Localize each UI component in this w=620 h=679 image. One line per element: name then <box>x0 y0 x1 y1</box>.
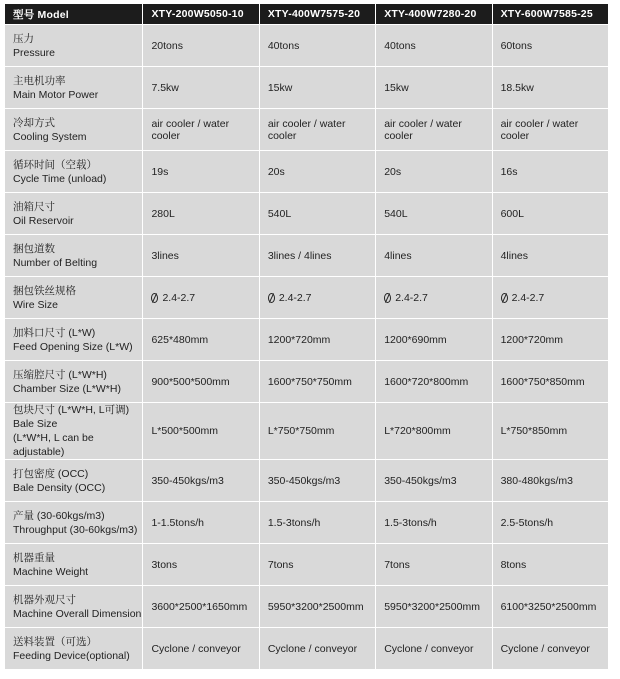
spec-label-en: Wire Size <box>13 298 58 311</box>
header-model-2: XTY-400W7575-20 <box>259 4 375 25</box>
spec-row <box>5 361 609 403</box>
diameter-icon <box>151 293 158 303</box>
spec-label-cn: 加料口尺寸 (L*W) <box>13 326 96 339</box>
spec-value-text: air cooler / water cooler <box>500 117 579 142</box>
spec-value-text: 625*480mm <box>151 333 209 346</box>
spec-value-text: 4lines <box>500 249 529 262</box>
spec-value-text: L*500*500mm <box>151 425 218 437</box>
spec-row <box>5 109 609 151</box>
spec-value-model-2 <box>259 460 375 502</box>
spec-label-cn: 压缩腔尺寸 (L*W*H) <box>13 368 107 381</box>
spec-value-text: L*720*800mm <box>384 425 451 437</box>
spec-value-model-2 <box>259 109 375 151</box>
spec-value-text: 2.4-2.7 <box>278 291 312 304</box>
spec-value-model-2 <box>259 502 375 544</box>
spec-value-text: 1600*720*800mm <box>384 375 469 388</box>
spec-label <box>5 460 143 502</box>
spec-value-model-4 <box>492 277 608 319</box>
spec-label-cn: 主电机功率 <box>13 74 66 87</box>
spec-row <box>5 460 609 502</box>
spec-value-text: 7tons <box>384 558 410 571</box>
spec-label-cn: 送料装置（可选） <box>13 635 97 648</box>
spec-value-model-3 <box>376 502 492 544</box>
spec-table <box>4 3 609 670</box>
spec-value-model-2 <box>259 277 375 319</box>
spec-value-model-3 <box>376 277 492 319</box>
spec-value-model-3 <box>376 460 492 502</box>
spec-value-text: 5950*3200*2500mm <box>384 600 480 613</box>
spec-label <box>5 628 143 670</box>
spec-value-model-1 <box>143 319 259 361</box>
spec-value-model-3 <box>376 586 492 628</box>
spec-value-model-3 <box>376 319 492 361</box>
spec-label <box>5 151 143 193</box>
spec-value-text: 540L <box>267 207 292 220</box>
spec-row <box>5 502 609 544</box>
spec-value-text: 540L <box>384 207 408 220</box>
spec-row <box>5 544 609 586</box>
spec-value-model-4 <box>492 361 608 403</box>
spec-value-text: 15kw <box>384 81 409 94</box>
spec-value-model-2 <box>259 25 375 67</box>
spec-value-text: Cyclone / conveyor <box>384 642 474 655</box>
spec-label-cn: 冷却方式 <box>13 116 55 129</box>
spec-label <box>5 277 143 319</box>
spec-value-text: 3lines <box>151 249 179 262</box>
spec-label-en: Feed Opening Size (L*W) <box>13 340 133 353</box>
spec-value-text: 2.4-2.7 <box>162 291 196 304</box>
spec-row <box>5 319 609 361</box>
spec-value-text: 3lines / 4lines <box>267 249 332 262</box>
spec-value-model-2 <box>259 151 375 193</box>
spec-value-text: 4lines <box>384 249 412 262</box>
spec-value-model-2 <box>259 403 375 460</box>
spec-value-model-3 <box>376 235 492 277</box>
spec-row <box>5 586 609 628</box>
spec-label <box>5 25 143 67</box>
spec-value-text: 40tons <box>384 39 416 52</box>
spec-value-model-1 <box>143 361 259 403</box>
spec-label-en-note: (L*W*H, L can be adjustable) <box>13 432 94 458</box>
spec-value-model-4 <box>492 193 608 235</box>
spec-value-model-1 <box>143 151 259 193</box>
spec-value-model-1 <box>143 628 259 670</box>
spec-value-text: 1200*690mm <box>384 333 447 346</box>
spec-row <box>5 151 609 193</box>
spec-value-text: 1-1.5tons/h <box>151 516 204 529</box>
spec-label-cn: 油箱尺寸 <box>13 200 55 213</box>
spec-value-text: 2.5-5tons/h <box>500 516 554 529</box>
spec-value-model-4 <box>492 67 608 109</box>
spec-value-text: 19s <box>151 165 169 178</box>
spec-value-model-2 <box>259 67 375 109</box>
spec-value-text: 350-450kgs/m3 <box>384 474 457 487</box>
diameter-icon <box>268 293 275 303</box>
spec-value-model-3 <box>376 25 492 67</box>
spec-row <box>5 277 609 319</box>
header-label: 型号 Model <box>5 4 143 25</box>
spec-label-cn: 机器重量 <box>13 551 55 564</box>
spec-value-text: 3tons <box>151 558 178 571</box>
spec-row <box>5 403 609 460</box>
spec-label-cn: 捆包道数 <box>13 242 55 255</box>
spec-value-model-1 <box>143 460 259 502</box>
spec-label-cn: 捆包铁丝规格 <box>13 284 76 297</box>
spec-value-model-1 <box>143 109 259 151</box>
spec-label-en: Cooling System <box>13 130 87 143</box>
spec-value-text: 18.5kw <box>500 81 534 94</box>
spec-label <box>5 193 143 235</box>
spec-value-model-3 <box>376 109 492 151</box>
spec-value-text: Cyclone / conveyor <box>267 642 358 655</box>
spec-value-model-2 <box>259 628 375 670</box>
spec-label-en: Throughput (30-60kgs/m3) <box>13 523 138 536</box>
spec-value-model-3 <box>376 361 492 403</box>
spec-label-cn: 循环时间（空载） <box>13 158 97 171</box>
spec-value-model-1 <box>143 235 259 277</box>
spec-value-model-2 <box>259 544 375 586</box>
spec-value-text: L*750*850mm <box>500 425 568 437</box>
diameter-icon <box>501 293 508 303</box>
spec-value-text: 7tons <box>267 558 294 571</box>
spec-value-text: Cyclone / conveyor <box>500 642 590 655</box>
spec-label <box>5 235 143 277</box>
spec-value-text: 40tons <box>267 39 300 52</box>
spec-value-text: 1600*750*750mm <box>267 375 352 388</box>
spec-value-model-2 <box>259 319 375 361</box>
spec-body <box>5 25 609 670</box>
spec-label-cn: 机器外观尺寸 <box>13 593 76 606</box>
spec-label-cn: 压力 <box>13 32 34 45</box>
spec-value-text: air cooler / water cooler <box>267 117 346 142</box>
spec-label <box>5 502 143 544</box>
spec-label-en: Feeding Device(optional) <box>13 649 130 662</box>
spec-value-text: 380-480kgs/m3 <box>500 474 573 487</box>
spec-value-model-3 <box>376 151 492 193</box>
spec-label <box>5 319 143 361</box>
spec-value-model-1 <box>143 277 259 319</box>
spec-value-text: 1.5-3tons/h <box>384 516 437 529</box>
spec-value-model-4 <box>492 319 608 361</box>
spec-row <box>5 25 609 67</box>
spec-value-text: 7.5kw <box>151 81 179 94</box>
spec-label <box>5 361 143 403</box>
spec-label <box>5 586 143 628</box>
spec-label-en: Main Motor Power <box>13 88 99 101</box>
spec-value-model-2 <box>259 193 375 235</box>
spec-value-model-4 <box>492 460 608 502</box>
spec-label-cn: 产量 (30-60kgs/m3) <box>13 509 105 522</box>
spec-value-model-1 <box>143 586 259 628</box>
spec-value-text: 20s <box>267 165 285 178</box>
spec-value-model-1 <box>143 403 259 460</box>
spec-label-en: Machine Weight <box>13 565 89 578</box>
spec-value-text: 900*500*500mm <box>151 375 230 388</box>
spec-value-text: Cyclone / conveyor <box>151 642 241 655</box>
spec-value-model-1 <box>143 193 259 235</box>
spec-label-cn: 打包密度 (OCC) <box>13 467 89 480</box>
spec-value-model-4 <box>492 502 608 544</box>
spec-value-model-4 <box>492 586 608 628</box>
spec-value-text: 1.5-3tons/h <box>267 516 321 529</box>
spec-label-en: Bale Density (OCC) <box>13 481 106 494</box>
spec-label <box>5 403 143 460</box>
spec-value-model-1 <box>143 544 259 586</box>
spec-value-model-1 <box>143 502 259 544</box>
spec-value-text: air cooler / water cooler <box>384 117 462 142</box>
header-model-1: XTY-200W5050-10 <box>143 4 259 25</box>
diameter-icon <box>384 293 391 303</box>
spec-label-en: Cycle Time (unload) <box>13 172 107 185</box>
spec-value-model-4 <box>492 403 608 460</box>
spec-label-en: Bale Size <box>13 418 58 430</box>
header-model-4: XTY-600W7585-25 <box>492 4 608 25</box>
spec-value-text: 350-450kgs/m3 <box>267 474 341 487</box>
spec-value-text: L*750*750mm <box>267 425 335 437</box>
spec-value-model-3 <box>376 628 492 670</box>
spec-value-model-4 <box>492 628 608 670</box>
spec-value-model-2 <box>259 586 375 628</box>
spec-row <box>5 193 609 235</box>
spec-value-text: 1200*720mm <box>267 333 331 346</box>
spec-row <box>5 67 609 109</box>
spec-value-model-4 <box>492 25 608 67</box>
spec-value-model-1 <box>143 25 259 67</box>
spec-value-text: 16s <box>500 165 518 178</box>
spec-label-cn: 包块尺寸 (L*W*H, L可调) <box>13 404 130 416</box>
spec-value-model-3 <box>376 67 492 109</box>
header-row <box>5 4 609 25</box>
spec-value-model-1 <box>143 67 259 109</box>
spec-value-text: 8tons <box>500 558 527 571</box>
spec-label-en: Oil Reservoir <box>13 214 74 227</box>
spec-label-en: Machine Overall Dimension <box>13 607 142 620</box>
spec-row <box>5 235 609 277</box>
spec-value-model-3 <box>376 403 492 460</box>
spec-value-text: 280L <box>151 207 175 220</box>
spec-value-text: 3600*2500*1650mm <box>151 600 248 613</box>
spec-label <box>5 544 143 586</box>
spec-row <box>5 628 609 670</box>
spec-value-text: 1200*720mm <box>500 333 564 346</box>
spec-value-model-3 <box>376 544 492 586</box>
header-model-3: XTY-400W7280-20 <box>376 4 492 25</box>
spec-value-text: 1600*750*850mm <box>500 375 585 388</box>
spec-value-text: 5950*3200*2500mm <box>267 600 364 613</box>
spec-value-model-3 <box>376 193 492 235</box>
spec-value-text: air cooler / water cooler <box>151 117 230 142</box>
spec-value-model-4 <box>492 151 608 193</box>
spec-value-model-4 <box>492 109 608 151</box>
spec-value-text: 15kw <box>267 81 293 94</box>
spec-value-text: 6100*3250*2500mm <box>500 600 597 613</box>
spec-label-en: Number of Belting <box>13 256 98 269</box>
spec-label-en: Pressure <box>13 46 56 59</box>
spec-label <box>5 109 143 151</box>
spec-label <box>5 67 143 109</box>
spec-value-text: 20tons <box>151 39 183 52</box>
spec-value-text: 60tons <box>500 39 533 52</box>
spec-value-text: 20s <box>384 165 402 178</box>
spec-value-text: 2.4-2.7 <box>395 291 428 304</box>
spec-value-model-2 <box>259 361 375 403</box>
spec-value-text: 350-450kgs/m3 <box>151 474 224 487</box>
spec-value-model-4 <box>492 544 608 586</box>
spec-value-model-4 <box>492 235 608 277</box>
spec-label-en: Chamber Size (L*W*H) <box>13 382 121 395</box>
spec-value-text: 2.4-2.7 <box>511 291 545 304</box>
spec-value-model-2 <box>259 235 375 277</box>
spec-value-text: 600L <box>500 207 524 220</box>
